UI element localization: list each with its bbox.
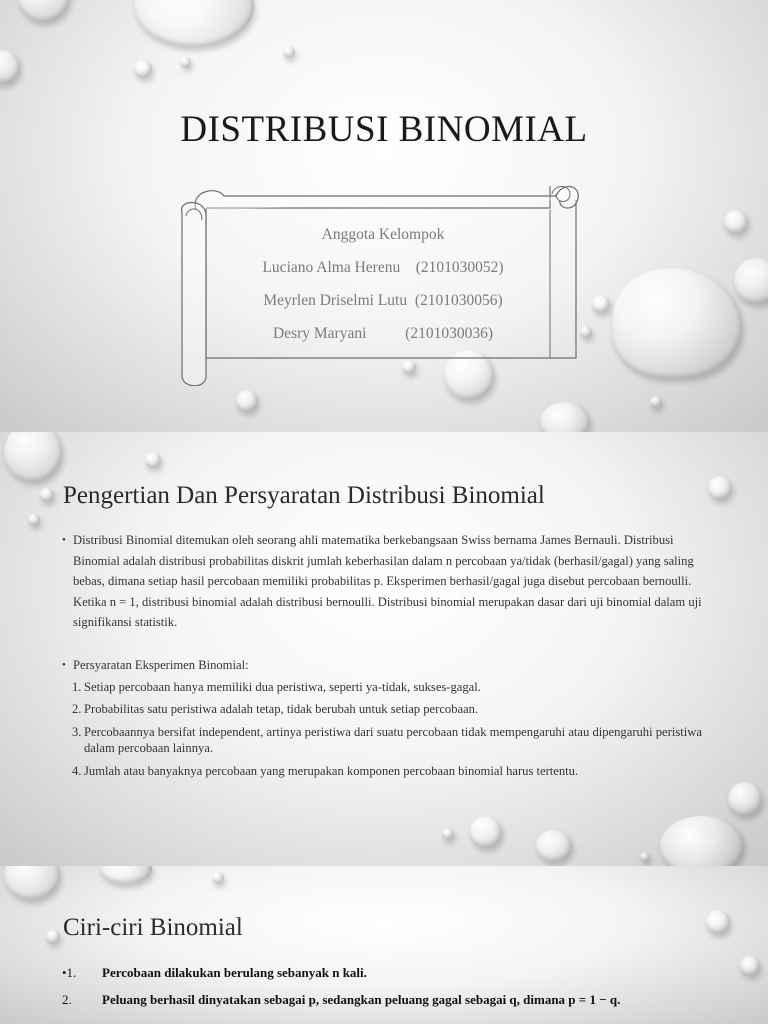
- water-drop-decoration: [650, 396, 662, 408]
- list-item: 1. Setiap percobaan hanya memiliki dua peristiwa, seperti ya-tidak, sukses-gagal.: [72, 679, 481, 694]
- water-drop-decoration: [40, 488, 54, 502]
- definition-paragraph: • Distribusi Binomial ditemukan oleh seorang ahli matematika berkebangsaan Swiss bernama James Bernauli. Distribusi Binomial adalah distribusi probabilitas diskrit jumlah keberhasilan dalam n percobaan ya/tidak (berhasil/gagal) yang saling bebas, dimana setiap hasil percobaan memiliki probabilitas p. Eksperimen berhasil/gagal juga disebut percobaan bernoulli. Ketika n = 1, distribusi binomial adalah distribusi bernoulli. Distribusi binomial merupakan dasar dari uji binomial dalam uji signifikansi statistik.: [62, 530, 702, 633]
- water-drop-decoration: [728, 782, 762, 816]
- requirements-heading: • Persyaratan Eksperimen Binomial:: [62, 655, 702, 676]
- water-drop-decoration: [4, 432, 62, 482]
- member-row: [208, 321, 558, 354]
- water-drop-decoration: [640, 852, 650, 862]
- water-drop-decoration: [660, 816, 744, 866]
- member-name: Meyrlen Driselmi Lutu: [263, 292, 408, 309]
- water-drop-decoration: [708, 476, 732, 500]
- water-drop-decoration: [180, 57, 191, 68]
- list-item: 4. Jumlah atau banyaknya percobaan yang merupakan komponen percobaan binomial harus tertentu.: [72, 763, 579, 778]
- member-list: [208, 222, 558, 354]
- water-drop-decoration: [724, 210, 748, 234]
- list-item: 2. Peluang berhasil dinyatakan sebagai p, sedangkan peluang gagal sebagai q, dimana p = 1 − q.: [62, 992, 621, 1007]
- water-drop-decoration: [470, 816, 502, 848]
- member-row: [208, 255, 558, 288]
- water-drop-decoration: [145, 452, 161, 468]
- water-drop-decoration: [134, 60, 152, 78]
- slide-title: [0, 0, 768, 432]
- slide-definition: [0, 432, 768, 866]
- water-drop-decoration: [212, 872, 224, 884]
- water-drop-decoration: [283, 46, 295, 58]
- slide-characteristics: [0, 866, 768, 1024]
- member-nim: (2101030036): [405, 325, 493, 342]
- member-name: Desry Maryani: [273, 325, 367, 342]
- definition-body: [62, 530, 702, 785]
- water-drop-decoration: [18, 0, 70, 22]
- water-drop-decoration: [706, 910, 730, 934]
- water-drop-decoration: [100, 866, 152, 884]
- characteristics-list: [62, 963, 752, 1017]
- member-nim: (2101030052): [415, 259, 504, 276]
- water-drop-decoration: [580, 326, 592, 338]
- water-drop-decoration: [236, 390, 258, 412]
- page-title: DISTRIBUSI BINOMIAL: [180, 109, 588, 150]
- water-drop-decoration: [46, 930, 60, 944]
- water-drop-decoration: [134, 0, 254, 47]
- member-nim: (2101030056): [414, 292, 503, 309]
- water-drop-decoration: [540, 402, 590, 432]
- water-drop-decoration: [28, 514, 40, 526]
- list-item: 3. Percobaannya bersifat independent, artinya peristiwa dari suatu percobaan tidak mempengaruhi atau dipengaruhi peristiwa dalam percobaan lainnya.: [72, 724, 702, 756]
- water-drop-decoration: [612, 268, 742, 378]
- list-item: 2. Probabilitas satu peristiwa adalah tetap, tidak berubah untuk setiap percobaan.: [72, 702, 479, 717]
- water-drop-decoration: [592, 295, 610, 313]
- list-item: •1. Percobaan dilakukan berulang sebanyak n kali.: [62, 965, 367, 980]
- water-drop-decoration: [442, 828, 454, 840]
- water-drop-decoration: [536, 830, 572, 862]
- water-drop-decoration: [734, 258, 768, 304]
- section-title: Ciri-ciri Binomial: [63, 914, 243, 941]
- members-heading: Anggota Kelompok: [321, 226, 445, 243]
- member-name: Luciano Alma Herenu: [262, 259, 401, 276]
- requirements-list: [62, 679, 702, 780]
- water-drop-decoration: [4, 866, 60, 900]
- water-drop-decoration: [0, 50, 20, 84]
- section-title: Pengertian Dan Persyaratan Distribusi Binomial: [63, 482, 545, 509]
- member-row: [208, 288, 558, 321]
